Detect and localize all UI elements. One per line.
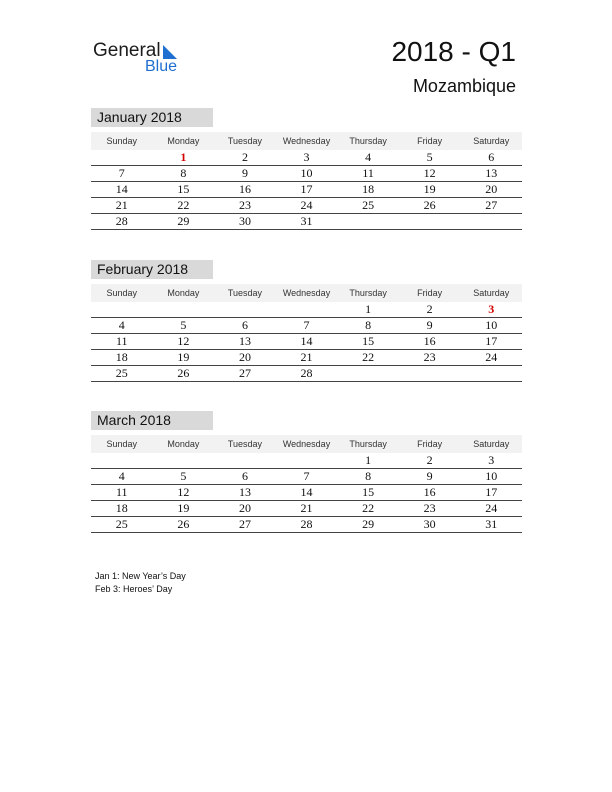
day-cell: 16 bbox=[423, 485, 436, 499]
week-row bbox=[91, 214, 522, 230]
week-row bbox=[91, 517, 522, 533]
day-cell bbox=[214, 302, 276, 317]
day-cell: 11 bbox=[116, 334, 128, 348]
day-cell: 2 bbox=[426, 302, 433, 316]
day-cell: 8 bbox=[365, 469, 372, 483]
day-cell: 1 bbox=[180, 150, 187, 164]
day-cell: 30 bbox=[423, 517, 436, 531]
day-cell: 14 bbox=[115, 182, 128, 196]
logo-flag-icon bbox=[163, 45, 177, 59]
day-cell: 30 bbox=[238, 214, 251, 228]
weekday-label: Saturday bbox=[473, 136, 510, 146]
day-cell: 4 bbox=[118, 318, 125, 332]
weekday-header bbox=[91, 435, 522, 453]
weekday-label: Friday bbox=[417, 439, 443, 449]
week-row bbox=[91, 198, 522, 214]
day-cell: 10 bbox=[485, 318, 498, 332]
week-row bbox=[91, 166, 522, 182]
day-cell bbox=[460, 366, 522, 381]
day-cell: 5 bbox=[180, 469, 187, 483]
day-cell: 19 bbox=[177, 350, 190, 364]
day-cell: 24 bbox=[300, 198, 313, 212]
weekday-label: Friday bbox=[417, 136, 443, 146]
month-label: February 2018 bbox=[91, 260, 213, 279]
day-cell: 13 bbox=[238, 485, 251, 499]
weekday-label: Saturday bbox=[473, 439, 510, 449]
month-label: January 2018 bbox=[91, 108, 213, 127]
holiday-note: Feb 3: Heroes’ Day bbox=[95, 584, 173, 594]
holiday-note: Jan 1: New Year’s Day bbox=[95, 571, 186, 581]
day-cell: 8 bbox=[365, 318, 372, 332]
day-cell: 21 bbox=[300, 350, 313, 364]
day-cell: 6 bbox=[241, 469, 248, 483]
day-cell: 19 bbox=[177, 501, 190, 515]
day-cell: 3 bbox=[303, 150, 310, 164]
day-cell: 23 bbox=[423, 350, 436, 364]
day-cell bbox=[153, 453, 215, 468]
week-row bbox=[91, 453, 522, 469]
day-cell: 7 bbox=[118, 166, 125, 180]
day-cell: 12 bbox=[177, 485, 190, 499]
day-cell: 9 bbox=[241, 166, 248, 180]
day-cell: 22 bbox=[177, 198, 190, 212]
week-rows bbox=[91, 150, 522, 230]
weekday-label: Monday bbox=[167, 288, 200, 298]
week-row bbox=[91, 501, 522, 517]
logo-blue-text: Blue bbox=[145, 58, 178, 75]
day-cell: 29 bbox=[362, 517, 375, 531]
day-cell: 20 bbox=[485, 182, 498, 196]
weekday-label: Tuesday bbox=[227, 288, 263, 298]
day-cell: 3 bbox=[488, 453, 495, 467]
day-cell: 17 bbox=[300, 182, 313, 196]
day-cell: 1 bbox=[365, 453, 372, 467]
week-row bbox=[91, 485, 522, 501]
weekday-label: Monday bbox=[167, 439, 200, 449]
week-rows bbox=[91, 453, 522, 533]
day-cell: 28 bbox=[115, 214, 128, 228]
day-cell: 12 bbox=[177, 334, 190, 348]
day-cell bbox=[337, 214, 399, 229]
month-label: March 2018 bbox=[91, 411, 213, 430]
week-row bbox=[91, 302, 522, 318]
weekday-label: Sunday bbox=[106, 288, 138, 298]
week-rows bbox=[91, 302, 522, 382]
logo bbox=[93, 40, 203, 80]
day-cell: 7 bbox=[303, 318, 310, 332]
day-cell: 8 bbox=[180, 166, 187, 180]
day-cell: 1 bbox=[365, 302, 372, 316]
day-cell: 28 bbox=[300, 366, 313, 380]
weekday-label: Tuesday bbox=[227, 136, 263, 146]
day-cell: 23 bbox=[423, 501, 436, 515]
day-cell: 26 bbox=[177, 366, 190, 380]
day-cell: 20 bbox=[238, 501, 251, 515]
day-cell bbox=[276, 302, 338, 317]
day-cell bbox=[399, 366, 461, 381]
day-cell: 27 bbox=[238, 517, 251, 531]
day-cell bbox=[91, 453, 153, 468]
day-cell: 5 bbox=[426, 150, 433, 164]
day-cell: 7 bbox=[303, 469, 310, 483]
weekday-label: Thursday bbox=[349, 288, 387, 298]
weekday-label: Sunday bbox=[106, 439, 138, 449]
weekday-label: Wednesday bbox=[282, 288, 331, 298]
day-cell bbox=[214, 453, 276, 468]
day-cell: 9 bbox=[426, 318, 433, 332]
day-cell: 15 bbox=[177, 182, 190, 196]
day-cell: 5 bbox=[180, 318, 187, 332]
week-row bbox=[91, 150, 522, 166]
day-cell: 2 bbox=[241, 150, 248, 164]
weekday-header bbox=[91, 132, 522, 150]
day-cell bbox=[91, 150, 153, 165]
day-cell: 4 bbox=[118, 469, 125, 483]
weekday-label: Wednesday bbox=[282, 439, 331, 449]
day-cell: 12 bbox=[423, 166, 436, 180]
day-cell: 28 bbox=[300, 517, 313, 531]
day-cell: 19 bbox=[423, 182, 436, 196]
day-cell: 2 bbox=[426, 453, 433, 467]
day-cell: 10 bbox=[300, 166, 313, 180]
day-cell: 17 bbox=[485, 485, 498, 499]
holiday-notes bbox=[95, 570, 186, 596]
day-cell: 11 bbox=[362, 166, 374, 180]
day-cell: 26 bbox=[177, 517, 190, 531]
week-row bbox=[91, 318, 522, 334]
day-cell: 17 bbox=[485, 334, 498, 348]
weekday-label: Thursday bbox=[349, 136, 387, 146]
day-cell: 18 bbox=[115, 501, 128, 515]
day-cell: 6 bbox=[241, 318, 248, 332]
day-cell: 14 bbox=[300, 334, 313, 348]
week-row bbox=[91, 469, 522, 485]
day-cell: 21 bbox=[300, 501, 313, 515]
day-cell bbox=[153, 302, 215, 317]
day-cell: 22 bbox=[362, 501, 375, 515]
day-cell: 18 bbox=[115, 350, 128, 364]
weekday-label: Tuesday bbox=[227, 439, 263, 449]
day-cell: 24 bbox=[485, 501, 498, 515]
weekday-label: Sunday bbox=[106, 136, 138, 146]
day-cell: 25 bbox=[362, 198, 375, 212]
day-cell bbox=[337, 366, 399, 381]
day-cell: 18 bbox=[362, 182, 375, 196]
day-cell: 6 bbox=[488, 150, 495, 164]
country-name: Mozambique bbox=[412, 76, 516, 96]
weekday-header bbox=[91, 284, 522, 302]
day-cell: 16 bbox=[238, 182, 251, 196]
day-cell: 3 bbox=[488, 302, 495, 316]
day-cell: 15 bbox=[362, 334, 375, 348]
weekday-label: Wednesday bbox=[282, 136, 331, 146]
day-cell: 23 bbox=[238, 198, 251, 212]
week-row bbox=[91, 350, 522, 366]
day-cell: 10 bbox=[485, 469, 498, 483]
day-cell: 21 bbox=[115, 198, 128, 212]
day-cell: 31 bbox=[300, 214, 313, 228]
day-cell: 25 bbox=[115, 366, 128, 380]
day-cell: 15 bbox=[362, 485, 375, 499]
day-cell: 26 bbox=[423, 198, 436, 212]
day-cell: 14 bbox=[300, 485, 313, 499]
day-cell bbox=[91, 302, 153, 317]
week-row bbox=[91, 334, 522, 350]
day-cell: 9 bbox=[426, 469, 433, 483]
weekday-label: Monday bbox=[167, 136, 200, 146]
day-cell: 24 bbox=[485, 350, 498, 364]
weekday-label: Friday bbox=[417, 288, 443, 298]
day-cell: 4 bbox=[365, 150, 372, 164]
day-cell bbox=[399, 214, 461, 229]
week-row bbox=[91, 182, 522, 198]
day-cell: 13 bbox=[485, 166, 498, 180]
weekday-label: Thursday bbox=[349, 439, 387, 449]
day-cell: 16 bbox=[423, 334, 436, 348]
day-cell: 20 bbox=[238, 350, 251, 364]
day-cell: 13 bbox=[238, 334, 251, 348]
day-cell: 31 bbox=[485, 517, 498, 531]
logo-general-text: General bbox=[93, 40, 161, 61]
day-cell: 11 bbox=[116, 485, 128, 499]
day-cell bbox=[276, 453, 338, 468]
day-cell: 27 bbox=[238, 366, 251, 380]
page-title: 2018 - Q1 bbox=[391, 36, 516, 67]
day-cell bbox=[460, 214, 522, 229]
week-row bbox=[91, 366, 522, 382]
day-cell: 27 bbox=[485, 198, 498, 212]
day-cell: 29 bbox=[177, 214, 190, 228]
day-cell: 25 bbox=[115, 517, 128, 531]
weekday-label: Saturday bbox=[473, 288, 510, 298]
day-cell: 22 bbox=[362, 350, 375, 364]
